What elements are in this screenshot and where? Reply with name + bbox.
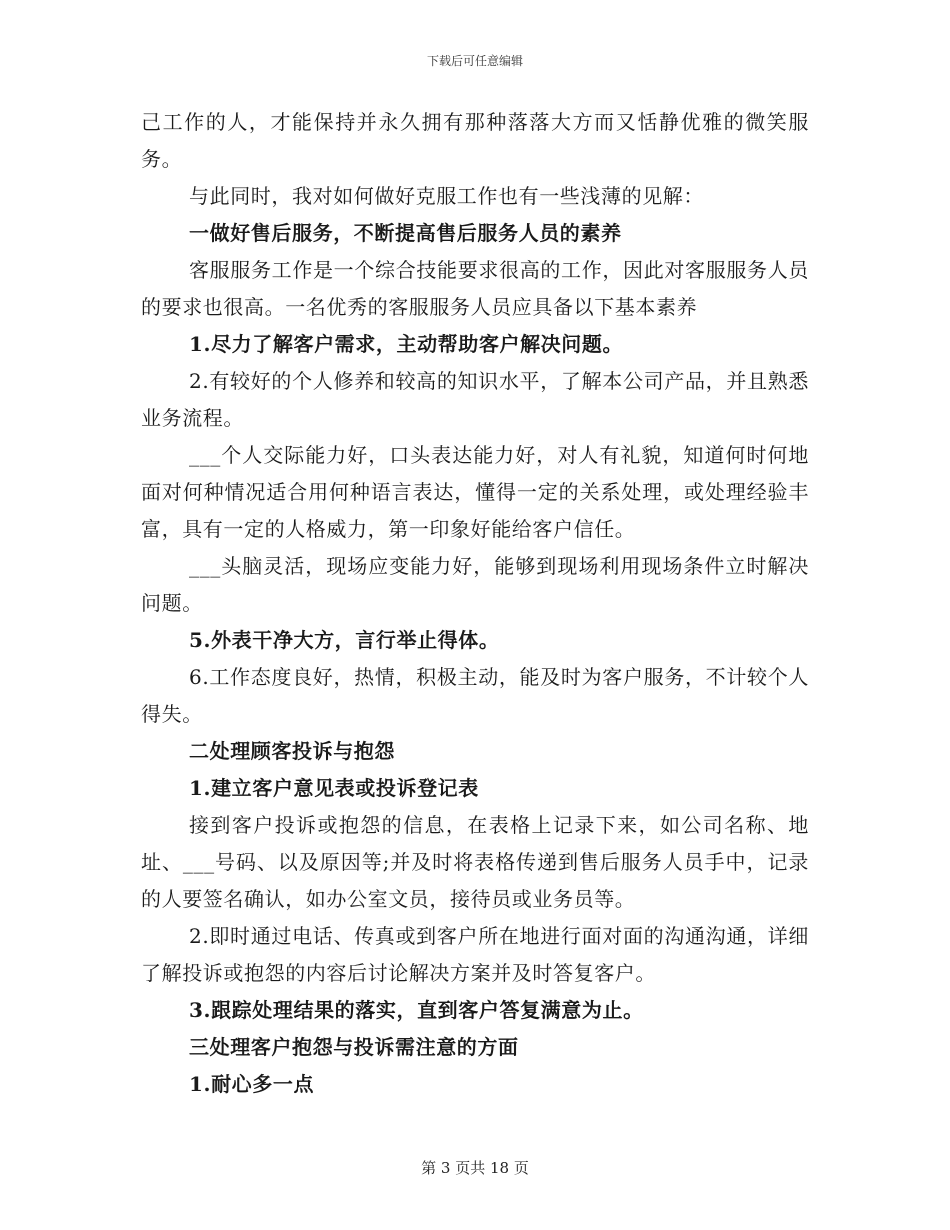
list-item-6: 6.工作态度良好，热情，积极主动，能及时为客户服务，不计较个人得失。 [141,665,809,726]
sub-heading-2-1: 1.建立客户意见表或投诉登记表 [189,776,479,800]
section-heading-2: 二处理顾客投诉与抱怨 [189,739,395,763]
paragraph-3: 客服服务工作是一个综合技能要求很高的工作，因此对客服服务人员的要求也很高。一名优秀的客服服务人员应具备以下基本素养 [141,258,809,319]
page-header: 下载后可任意编辑 [426,54,523,68]
paragraph-1: 己工作的人，才能保持并永久拥有那种落落大方而又恬静优雅的微笑服务。 [141,110,809,171]
list-item-1: 1.尽力了解客户需求，主动帮助客户解决问题。 [189,332,624,356]
list-item-2: 2.有较好的个人修养和较高的知识水平，了解本公司产品，并且熟悉业务流程。 [141,369,809,430]
paragraph-4: 接到客户投诉或抱怨的信息，在表格上记录下来，如公司名称、地址、___号码、以及原因等;并及时将表格传递到售后服务人员手中，记录的人要签名确认，如办公室文员，接待员或业务员等。 [141,813,809,911]
list-item-4: ___头脑灵活，现场应变能力好，能够到现场利用现场条件立时解决问题。 [141,554,809,615]
sub-heading-3-1: 1.耐心多一点 [189,1072,315,1096]
paragraph-2: 与此同时，我对如何做好克服工作也有一些浅薄的见解： [189,184,704,208]
document-body [141,104,809,1103]
list-item-2-3: 3.跟踪处理结果的落实，直到客户答复满意为止。 [189,998,644,1022]
list-item-3: ___个人交际能力好，口头表达能力好，对人有礼貌，知道何时何地面对何种情况适合用何种语言表达，懂得一定的关系处理，或处理经验丰富，具有一定的人格威力，第一印象好能给客户信任。 [141,443,809,541]
page-footer: 第 3 页共 18 页 [421,1159,529,1177]
section-heading-3: 三处理客户抱怨与投诉需注意的方面 [189,1035,519,1059]
section-heading-1: 一做好售后服务，不断提高售后服务人员的素养 [189,221,622,245]
list-item-2-2: 2.即时通过电话、传真或到客户所在地进行面对面的沟通沟通，详细了解投诉或抱怨的内容后讨论解决方案并及时答复客户。 [141,924,809,985]
list-item-5: 5.外表干净大方，言行举止得体。 [189,628,500,652]
